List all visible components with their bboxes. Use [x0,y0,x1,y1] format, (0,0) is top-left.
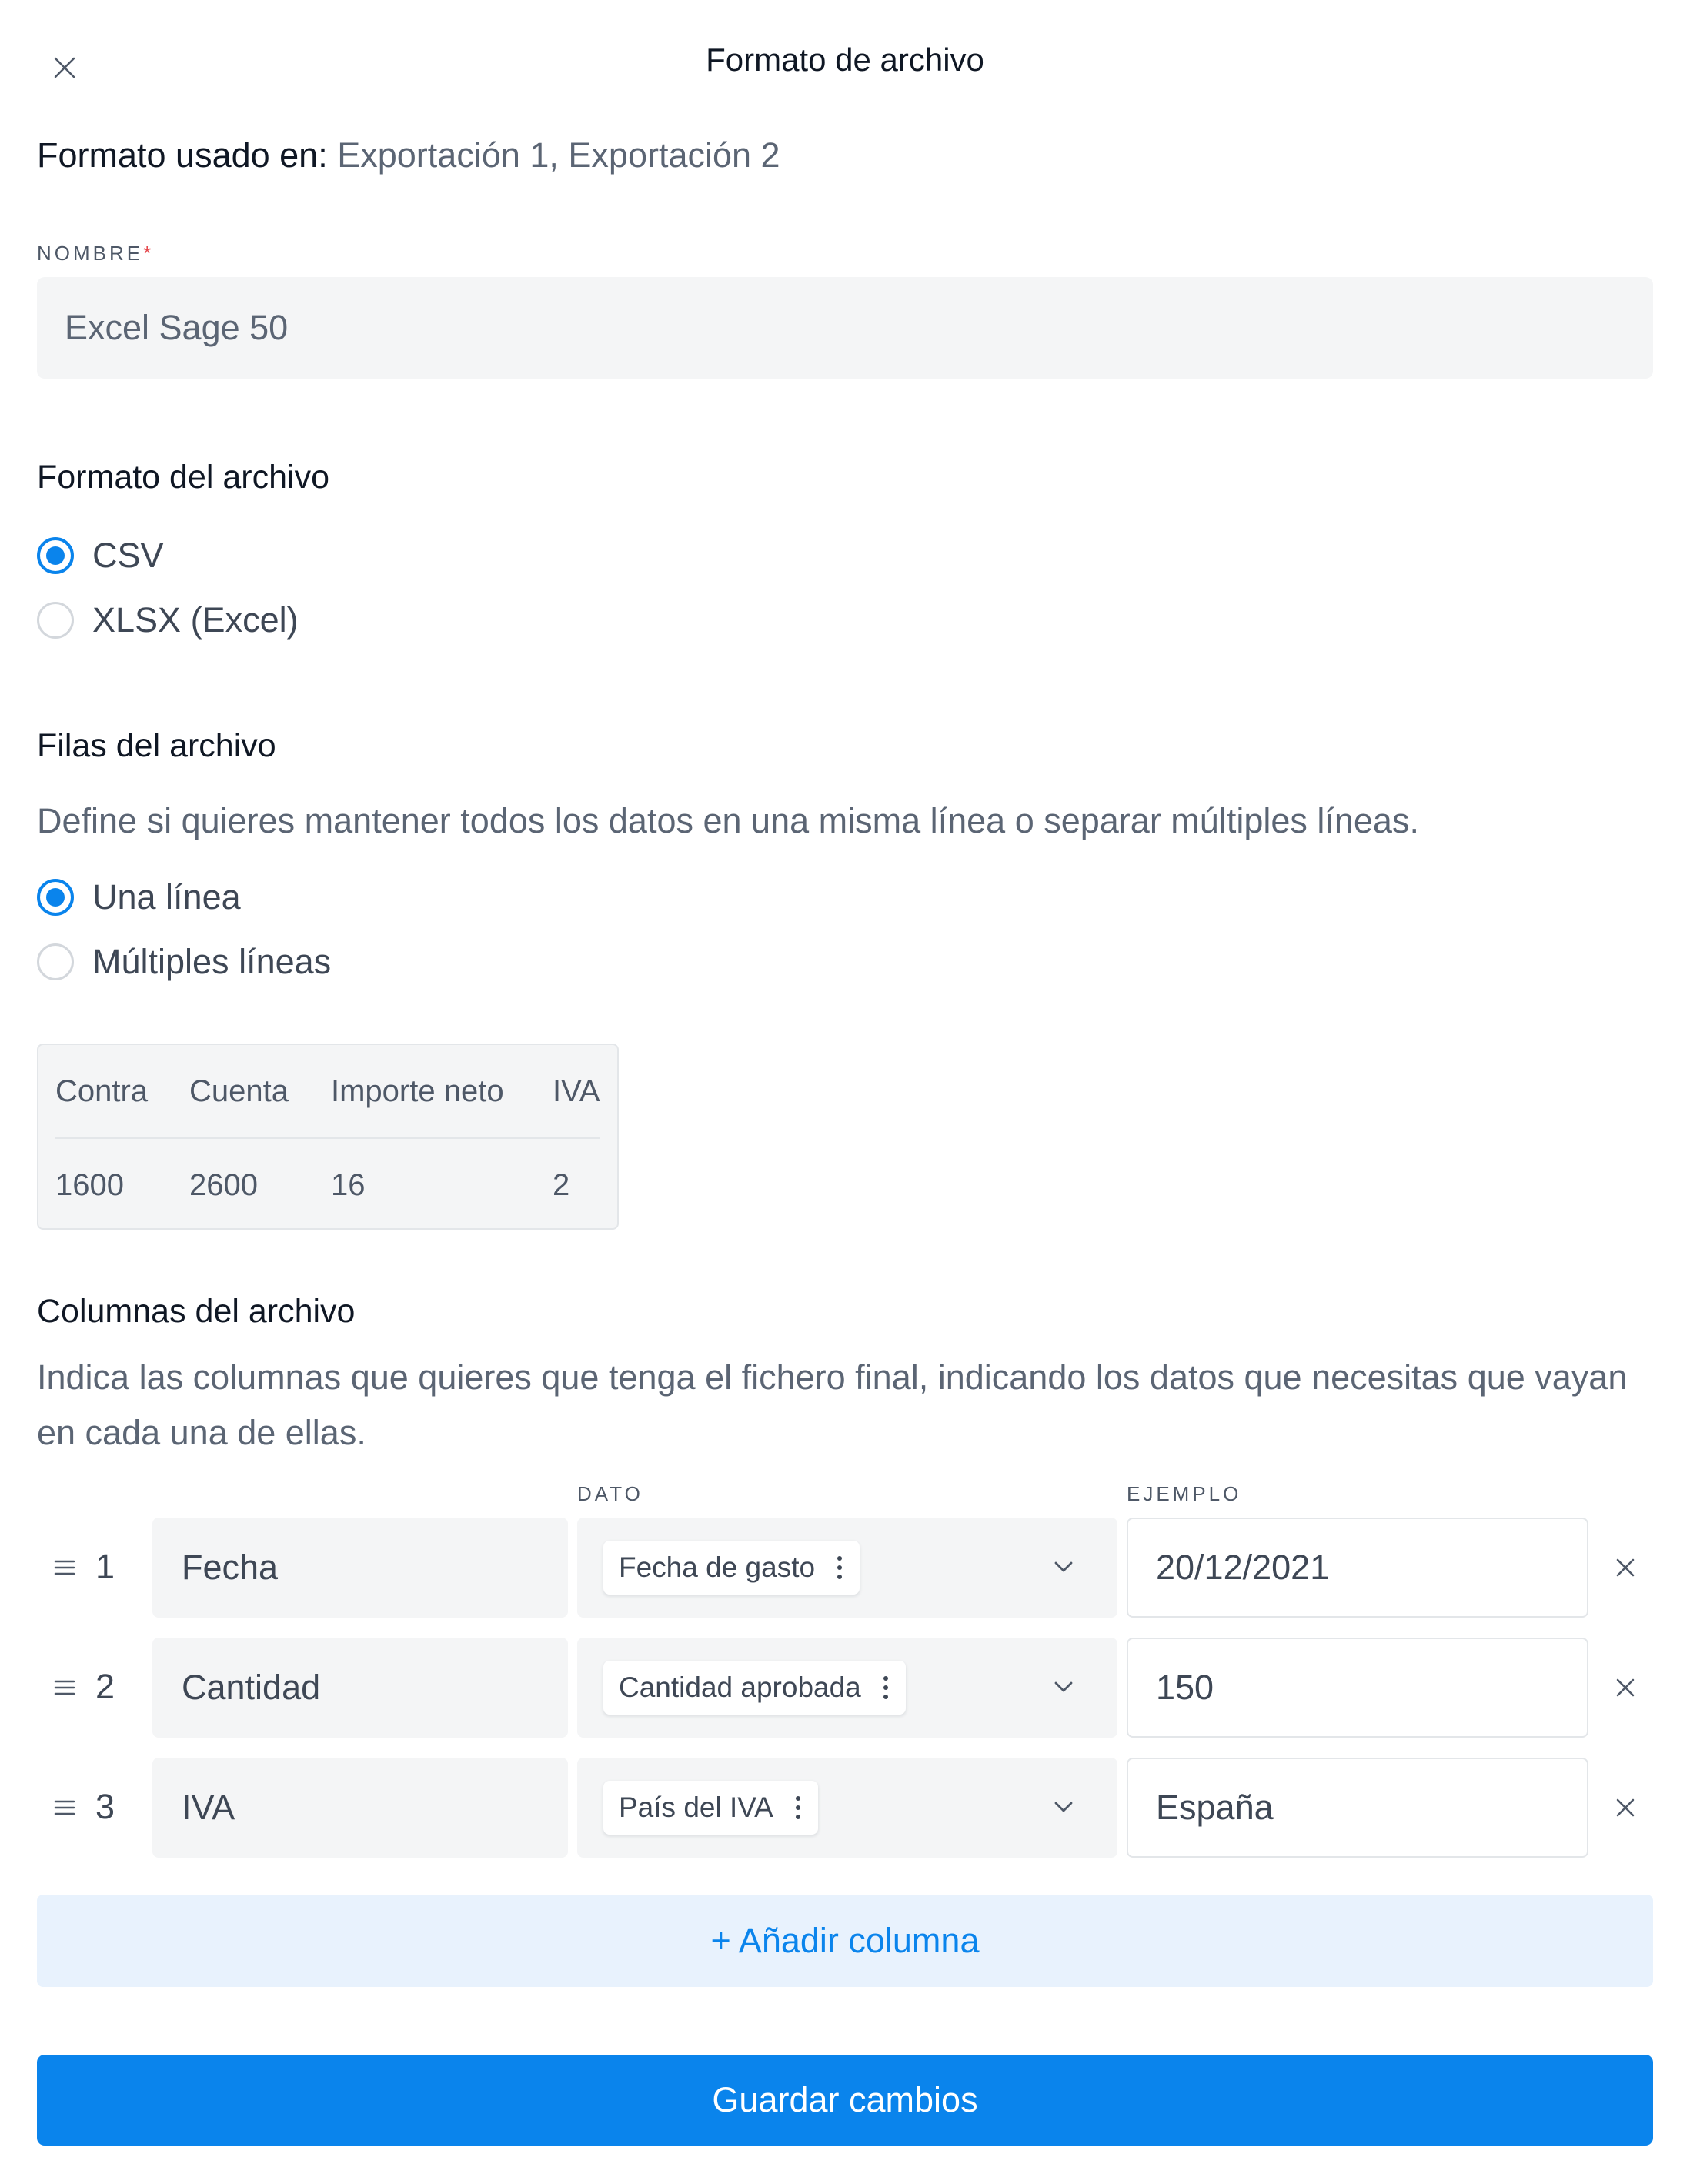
preview-divider [55,1137,600,1139]
data-chip-label: País del IVA [619,1792,773,1823]
rows-option-single[interactable] [37,877,241,917]
radio-csv[interactable] [37,537,74,574]
required-mark: * [143,242,155,265]
radio-xlsx[interactable] [37,602,74,639]
remove-column-button[interactable] [1608,1791,1642,1825]
columns-title: Columnas del archivo [37,1293,356,1330]
rows-preview-table [37,1044,619,1230]
column-data-select[interactable] [577,1638,1117,1738]
column-header-example: EJEMPLO [1127,1482,1242,1505]
drag-handle[interactable] [49,1552,80,1583]
column-example-field[interactable]: 150 [1127,1638,1588,1738]
column-name-field[interactable]: Fecha [152,1518,568,1618]
column-header-data: DATO [577,1482,643,1505]
add-column-button[interactable]: + Añadir columna [37,1895,1653,1987]
column-row [0,1518,1690,1618]
format-option-label: XLSX (Excel) [92,600,299,640]
preview-header-cell: Cuenta [189,1074,289,1108]
column-example-field[interactable]: 20/12/2021 [1127,1518,1588,1618]
drag-handle[interactable] [49,1792,80,1823]
data-chip[interactable] [603,1781,818,1835]
name-field-label [37,242,154,265]
rows-option-label: Múltiples líneas [92,942,332,981]
file-format-title: Formato del archivo [37,459,329,496]
preview-header-cell: Importe neto [331,1074,504,1108]
name-input[interactable] [37,277,1653,379]
file-rows-title: Filas del archivo [37,727,276,764]
data-chip[interactable] [603,1541,860,1595]
remove-icon [1615,1798,1635,1818]
preview-value-cell: 1600 [55,1168,124,1202]
remove-icon [1615,1558,1635,1578]
name-label-text: NOMBRE [37,242,144,265]
more-vertical-icon[interactable] [795,1796,801,1819]
format-option-csv[interactable] [37,536,164,576]
remove-column-button[interactable] [1608,1671,1642,1705]
file-rows-description: Define si quieres mantener todos los datos en una misma línea o separar múltiples líneas. [37,801,1419,840]
used-in-label: Formato usado en: [37,135,328,175]
data-chip-label: Fecha de gasto [619,1551,816,1583]
format-used-in [37,135,780,175]
chevron-down-icon [1050,1673,1077,1701]
column-data-select[interactable] [577,1518,1117,1618]
column-row [0,1758,1690,1858]
remove-column-button[interactable] [1608,1551,1642,1585]
used-in-value: Exportación 1, Exportación 2 [337,135,780,175]
rows-option-multiple[interactable] [37,942,331,982]
format-option-xlsx[interactable] [37,600,299,640]
preview-value-cell: 2 [553,1168,570,1202]
preview-header-cell: IVA [553,1074,600,1108]
drag-handle[interactable] [49,1672,80,1703]
radio-single-line[interactable] [37,879,74,916]
preview-value-cell: 2600 [189,1168,258,1202]
column-number: 1 [95,1547,115,1586]
chevron-down-icon [1050,1793,1077,1821]
rows-option-label: Una línea [92,877,241,917]
more-vertical-icon[interactable] [837,1556,843,1579]
save-button[interactable]: Guardar cambios [37,2055,1653,2146]
format-option-label: CSV [92,536,164,575]
preview-header-cell: Contra [55,1074,149,1108]
column-example-field[interactable]: España [1127,1758,1588,1858]
column-row [0,1638,1690,1738]
columns-description: Indica las columnas que quieres que tenga el fichero final, indicando los datos que necesitas que vayan en cada una de ellas. [37,1357,1628,1452]
drag-handle-icon [54,1678,75,1697]
remove-icon [1615,1678,1635,1698]
column-number: 2 [95,1667,115,1706]
column-name-field[interactable]: IVA [152,1758,568,1858]
dialog-title: Formato de archivo [706,42,984,78]
drag-handle-icon [54,1798,75,1817]
radio-multiple-lines[interactable] [37,943,74,980]
data-chip[interactable] [603,1661,906,1715]
column-number: 3 [95,1787,115,1826]
more-vertical-icon[interactable] [883,1676,889,1699]
data-chip-label: Cantidad aprobada [619,1671,861,1703]
column-name-field[interactable]: Cantidad [152,1638,568,1738]
column-data-select[interactable] [577,1758,1117,1858]
drag-handle-icon [54,1558,75,1577]
preview-value-cell: 16 [331,1168,366,1202]
chevron-down-icon [1050,1553,1077,1581]
